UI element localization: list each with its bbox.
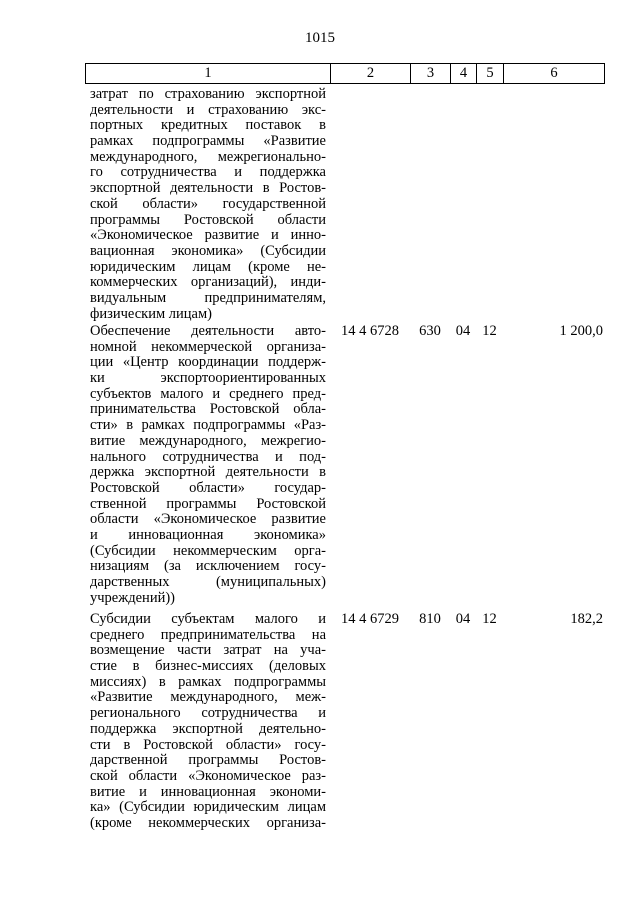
description-line: нального сотрудничества и под- (90, 448, 326, 465)
description-line: среднего предпринимательства на (90, 626, 326, 643)
description-line: физическим лицам) (90, 305, 212, 322)
description-line: витие и инновационная экономи- (90, 783, 326, 800)
description-line: сти в Ростовской области» госу- (90, 736, 326, 753)
description-line: портных кредитных поставок в (90, 117, 326, 134)
description-line: учреждений)) (90, 589, 175, 606)
column-5-value: 12 (482, 611, 497, 627)
row-description (90, 612, 326, 832)
description-line: ка» (Субсидии юридическим лицам (90, 799, 326, 816)
header-cell-5: 5 (476, 64, 503, 83)
column-4-value: 04 (455, 611, 471, 627)
description-line: Субсидии субъектам малого и (90, 611, 326, 627)
description-line: видуальным предпринимателям, (90, 289, 326, 306)
description-line: Обеспечение деятельности авто- (90, 323, 326, 339)
column-5-value: 12 (482, 323, 497, 339)
description-line: ции «Центр координации поддерж- (90, 354, 326, 371)
description-line: затрат по страхованию экспортной (90, 86, 326, 102)
description-line: стие в бизнес-миссиях (деловых (90, 658, 326, 675)
description-line: номной некоммерческой организа- (90, 338, 326, 355)
description-line: вационная экономика» (Субсидии (90, 242, 326, 259)
description-line: субъектов малого и среднего пред- (90, 385, 326, 402)
description-line: области «Экономическое развитие (90, 511, 326, 528)
description-line: ской области» государственной (90, 195, 326, 212)
description-line: «Развитие международного, меж- (90, 689, 326, 706)
description-line: низациям (за исключением госу- (90, 558, 326, 575)
description-line: регионального сотрудничества и (90, 705, 326, 722)
description-line: принимательства Ростовской обла- (90, 401, 326, 418)
column-6-value: 182,2 (570, 611, 603, 627)
description-line: юридическим лицам (кроме не- (90, 258, 326, 275)
description-line: сти» в рамках подпрограммы «Раз- (90, 417, 326, 434)
page-number: 1015 (305, 30, 335, 46)
description-line: дарственной программы Ростов- (90, 752, 326, 769)
description-line: ки экспортоориентированных (90, 370, 326, 387)
description-line: поддержка экспортной деятельно- (90, 720, 326, 737)
description-line: витие международного, межрегио- (90, 432, 326, 449)
description-line: международного, межрегионально- (90, 148, 326, 165)
description-line: «Экономическое развитие и инно- (90, 227, 326, 244)
description-line: Ростовской области» государ- (90, 479, 326, 496)
description-line: миссиях) в рамках подпрограммы (90, 673, 326, 690)
column-6-value: 1 200,0 (559, 323, 603, 339)
header-cell-2: 2 (330, 64, 410, 83)
column-2-value: 14 4 6728 (341, 323, 399, 339)
header-cell-1: 1 (204, 65, 212, 81)
description-line: (кроме некоммерческих организа- (90, 814, 326, 831)
column-2-value: 14 4 6729 (341, 611, 399, 627)
row-description (90, 87, 326, 322)
description-line: рамках подпрограммы «Развитие (90, 133, 326, 150)
column-4-value: 04 (455, 323, 471, 339)
description-line: (Субсидии некоммерческим орга- (90, 542, 326, 559)
header-cell-4: 4 (450, 64, 476, 83)
description-line: деятельности и страхованию экс- (90, 101, 326, 118)
header-cell-6: 6 (503, 64, 604, 83)
header-cell-3: 3 (410, 64, 450, 83)
description-line: ской области «Экономическое раз- (90, 767, 326, 784)
description-line: держка экспортной деятельности в (90, 464, 326, 481)
description-line: программы Ростовской области (90, 211, 326, 228)
table-header-row (85, 63, 605, 84)
description-line: коммерческих организаций), инди- (90, 274, 326, 291)
column-3-value: 630 (419, 323, 441, 339)
row-description (90, 324, 326, 606)
description-line: го сотрудничества и поддержка (90, 164, 326, 181)
description-line: ственной программы Ростовской (90, 495, 326, 512)
description-line: дарственных (муниципальных) (90, 574, 326, 590)
description-line: и инновационная экономика» (90, 526, 326, 543)
description-line: экспортной деятельности в Ростов- (90, 180, 326, 197)
column-3-value: 810 (419, 611, 441, 627)
description-line: возмещение части затрат на уча- (90, 642, 326, 659)
